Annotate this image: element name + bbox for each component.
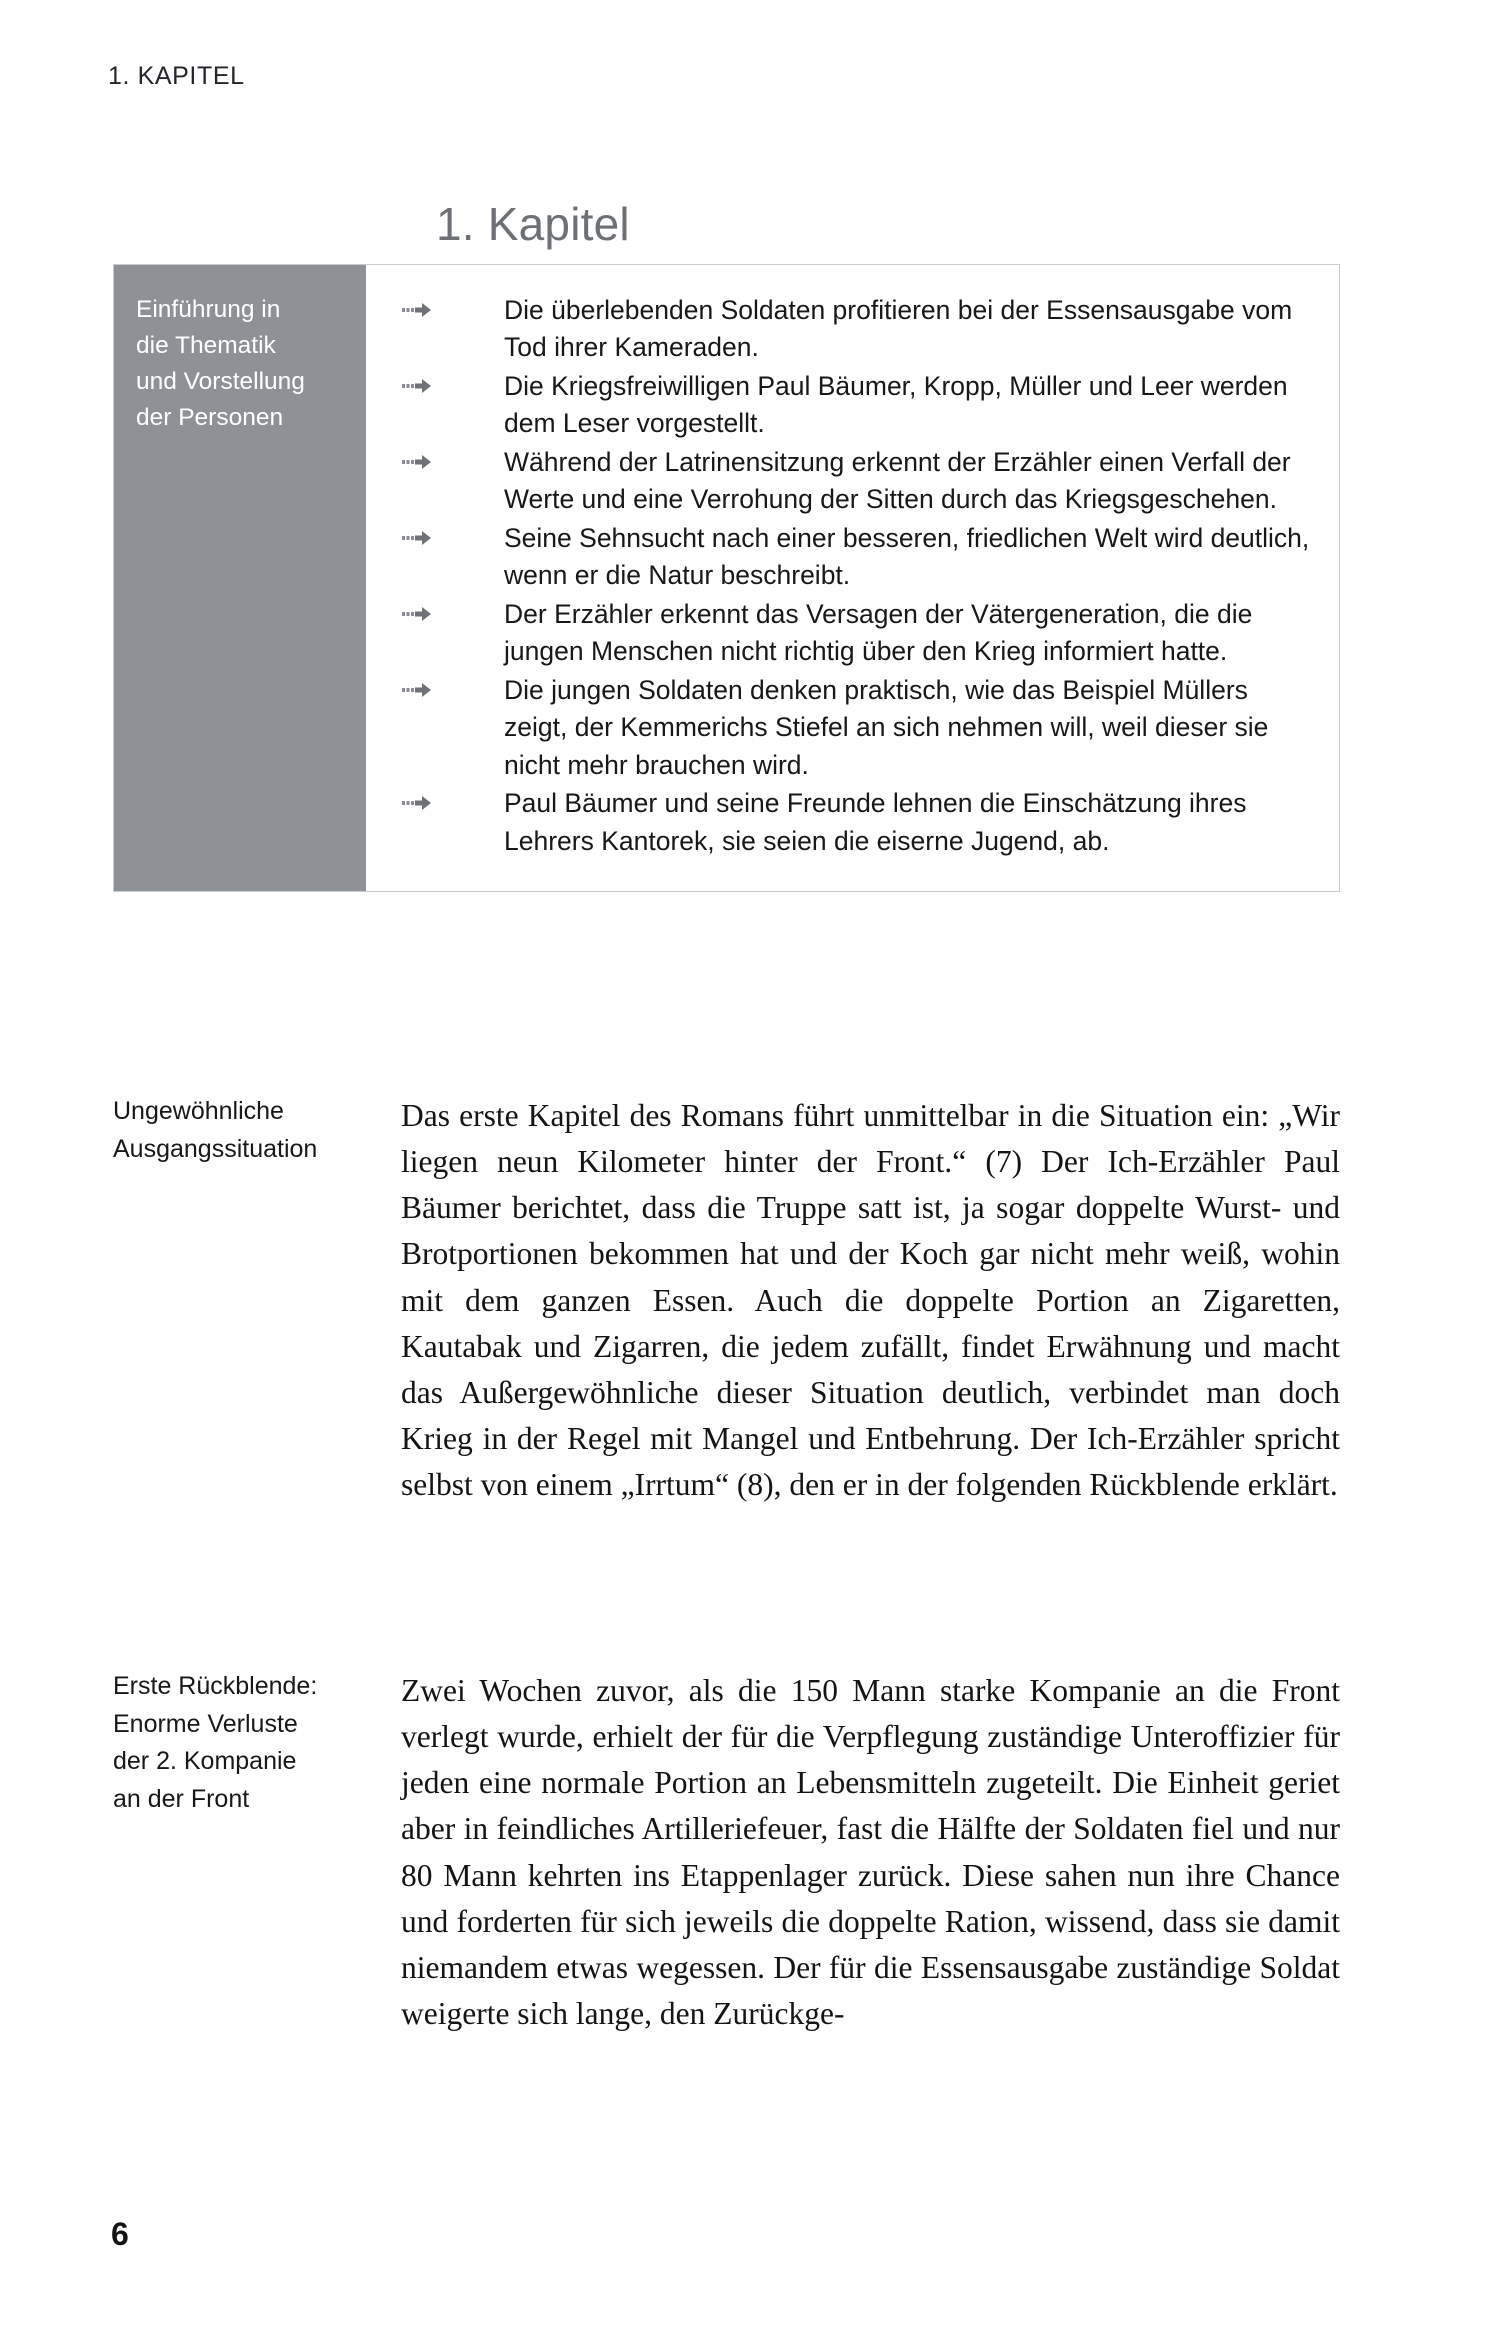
list-item: [402, 596, 1313, 671]
arrow-right-icon: [402, 520, 504, 546]
sidebar-label-line: Einführung in: [136, 296, 281, 323]
page-number: 6: [111, 2216, 129, 2252]
list-item: [402, 368, 1313, 443]
margin-note-line: an der Front: [113, 1784, 250, 1813]
summary-content: [366, 265, 1339, 891]
margin-note: [113, 1093, 401, 1168]
list-item: [402, 520, 1313, 595]
list-item-text: Die jungen Soldaten denken praktisch, wie das Beispiel Müllers zeigt, der Kemmerichs Stiefel an sich nehmen will, weil dieser sie nicht mehr brauchen wird.: [504, 674, 1269, 780]
list-item: [402, 444, 1313, 519]
body-paragraph: [401, 1668, 1340, 2037]
body-section: [113, 1668, 1340, 2037]
summary-bullet-list: [402, 292, 1313, 860]
sidebar-label-line: und Vorstellung: [136, 368, 305, 395]
arrow-right-icon: [402, 292, 504, 318]
paragraph-text: Zwei Wochen zuvor, als die 150 Mann starke Kompanie an die Front verlegt wurde, erhielt der für die Verpflegung zuständige Unteroffizier für jeden eine normale Portion an Lebensmitteln zugeteilt. Die Einheit geriet aber in feindliches Artilleriefeuer, fast die Hälfte der Soldaten fiel und nur 80 Mann kehrten ins Etappenlager zurück. Diese sahen nun ihre Chance und forderten für sich jeweils die doppelte Ration, wissend, dass sie damit niemandem etwas wegessen. Der für die Essensausgabe zuständige Soldat weigerte sich lange, den Zurückge-: [401, 1673, 1340, 2031]
list-item-text: Der Erzähler erkennt das Versagen der Vätergeneration, die die jungen Menschen nicht richtig über den Krieg informiert hatte.: [504, 598, 1253, 667]
list-item-text: Paul Bäumer und seine Freunde lehnen die Einschätzung ihres Lehrers Kantorek, sie seien die eiserne Jugend, ab.: [504, 788, 1247, 856]
arrow-right-icon: [402, 785, 504, 811]
margin-note-line: der 2. Kompanie: [113, 1747, 297, 1775]
margin-note-line: Ausgangssituation: [113, 1134, 318, 1163]
list-item-text: Die überlebenden Soldaten profitieren bei der Essensausgabe vom Tod ihrer Kameraden.: [504, 295, 1293, 363]
summary-sidebar-label: [114, 265, 366, 891]
margin-note-line: Erste Rückblende:: [113, 1672, 318, 1700]
margin-note: [113, 1668, 401, 1818]
arrow-right-icon: [402, 444, 504, 470]
arrow-right-icon: [402, 672, 504, 698]
list-item: [402, 672, 1313, 784]
list-item-text: Während der Latrinensitzung erkennt der Erzähler einen Verfall der Werte und eine Verrohung der Sitten durch das Kriegsgeschehen.: [504, 446, 1291, 515]
margin-note-line: Enorme Verluste: [113, 1709, 298, 1738]
sidebar-label-line: der Personen: [136, 404, 284, 431]
page-title: 1. Kapitel: [436, 197, 630, 250]
paragraph-text: Das erste Kapitel des Romans führt unmittelbar in die Situation ein: „Wir liegen neun Kilometer hinter der Front.“ (7) Der Ich-Erzähler Paul Bäumer berichtet, dass die Truppe satt ist, ja sogar doppelte Wurst- und Brotportionen bekommen hat und der Koch gar nicht mehr weiß, wohin mit dem ganzen Essen. Auch die doppelte Portion an Zigaretten, Kautabak und Zigarren, die jedem zufällt, findet Erwähnung und macht das Außergewöhnliche dieser Situation deutlich, verbindet man doch Krieg in der Regel mit Mangel und Entbehrung. Der Ich-Erzähler spricht selbst von einem „Irrtum“ (8), den er in der folgenden Rückblende erklärt.: [401, 1098, 1340, 1503]
margin-note-line: Ungewöhnliche: [113, 1097, 284, 1125]
list-item: [402, 292, 1313, 367]
list-item: [402, 785, 1313, 860]
sidebar-label-line: die Thematik: [136, 332, 276, 359]
list-item-text: Die Kriegsfreiwilligen Paul Bäumer, Kropp, Müller und Leer werden dem Leser vorgestellt.: [504, 370, 1288, 439]
body-paragraph: [401, 1093, 1340, 1508]
running-header: 1. KAPITEL: [108, 62, 245, 90]
body-section: [113, 1093, 1340, 1508]
chapter-summary-box: [113, 264, 1340, 892]
arrow-right-icon: [402, 596, 504, 622]
list-item-text: Seine Sehnsucht nach einer besseren, friedlichen Welt wird deutlich, wenn er die Natur beschreibt.: [504, 522, 1310, 591]
arrow-right-icon: [402, 368, 504, 394]
